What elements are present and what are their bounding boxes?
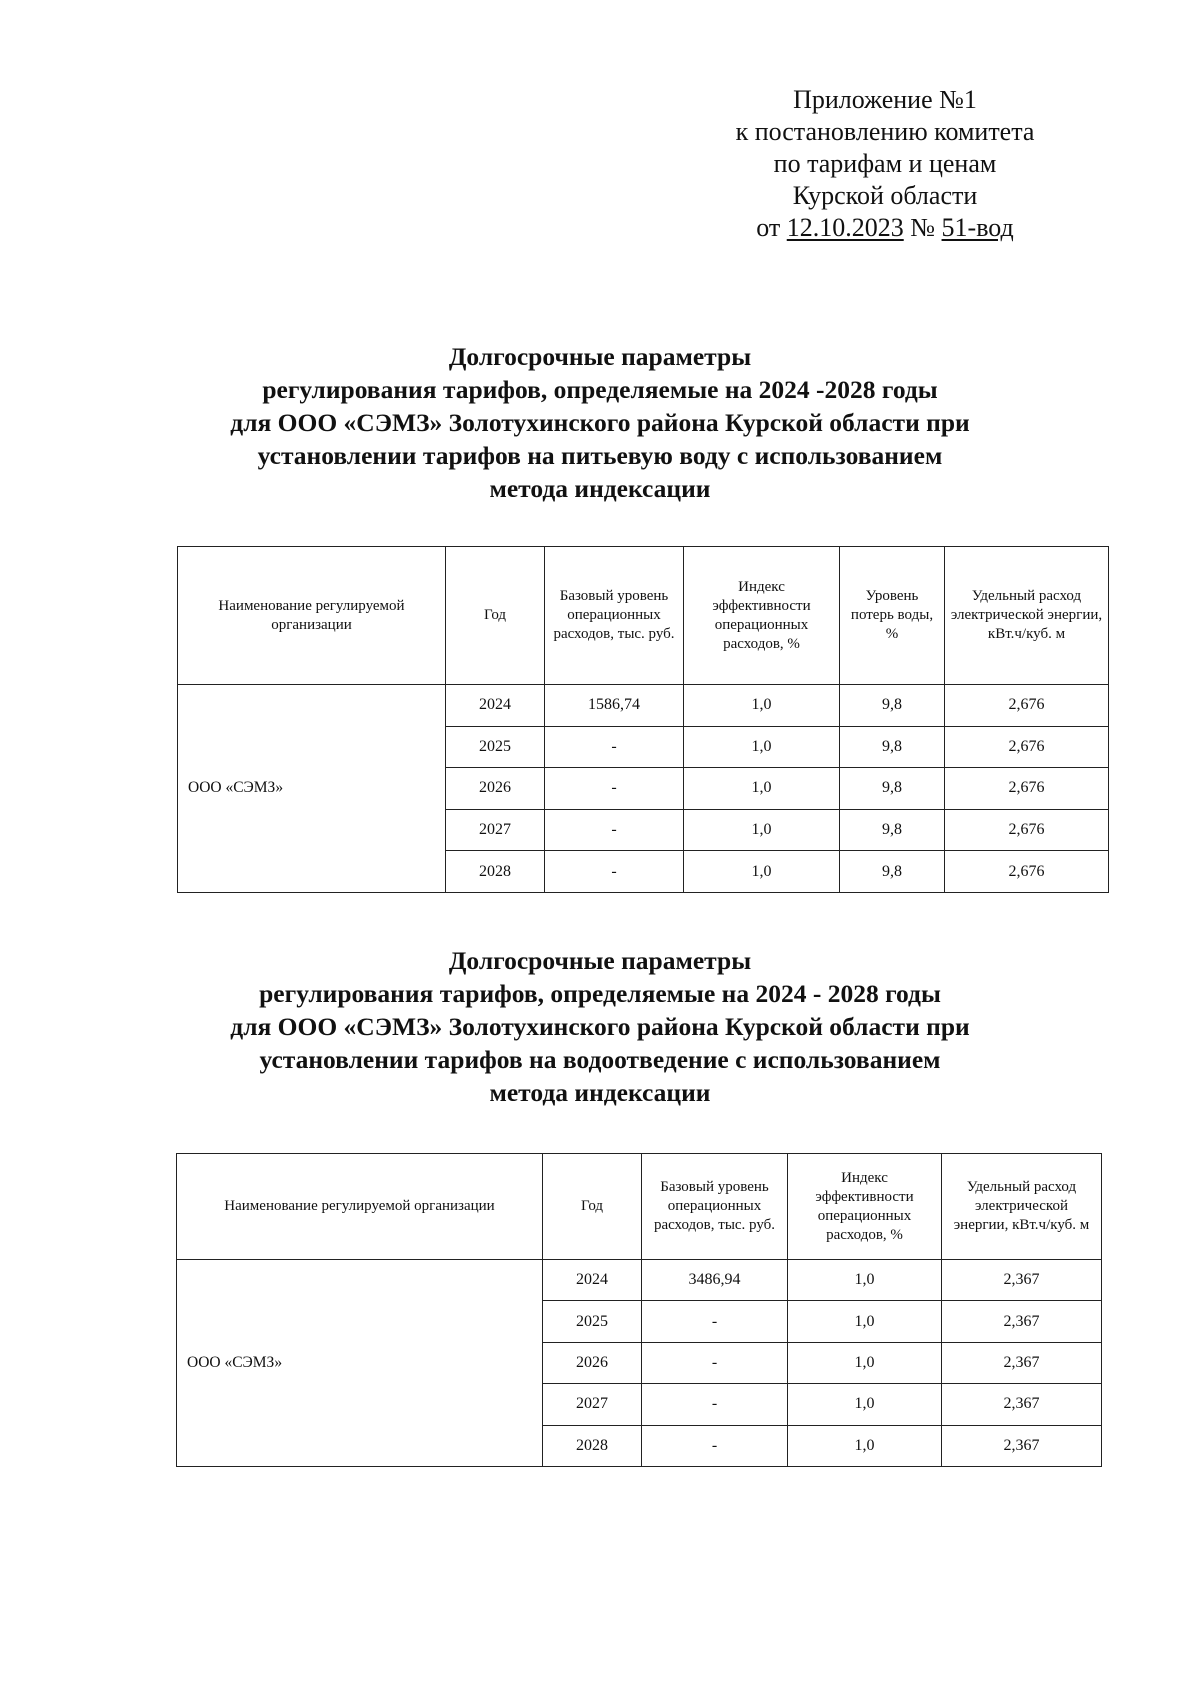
energy-cell: 2,367 <box>942 1425 1102 1466</box>
base-costs-cell: 1586,74 <box>545 685 684 727</box>
resolution-date: 12.10.2023 <box>786 213 904 242</box>
base-costs-cell: - <box>642 1425 788 1466</box>
wastewater-table <box>176 1153 1102 1467</box>
header-organization: Наименование регулируемой организации <box>177 1154 543 1260</box>
energy-cell: 2,676 <box>945 768 1109 810</box>
efficiency-index-cell: 1,0 <box>684 851 840 893</box>
efficiency-index-cell: 1,0 <box>788 1260 942 1301</box>
year-cell: 2027 <box>543 1384 642 1425</box>
water-loss-cell: 9,8 <box>840 726 945 768</box>
table-row <box>178 685 1109 727</box>
base-costs-cell: - <box>642 1301 788 1342</box>
base-costs-cell: - <box>545 726 684 768</box>
year-cell: 2028 <box>543 1425 642 1466</box>
efficiency-index-cell: 1,0 <box>684 809 840 851</box>
section1-title-line: для ООО «СЭМЗ» Золотухинского района Курской области при <box>230 408 970 437</box>
energy-cell: 2,367 <box>942 1384 1102 1425</box>
energy-cell: 2,367 <box>942 1260 1102 1301</box>
year-cell: 2024 <box>543 1260 642 1301</box>
efficiency-index-cell: 1,0 <box>788 1301 942 1342</box>
header-year: Год <box>446 547 545 685</box>
efficiency-index-cell: 1,0 <box>684 685 840 727</box>
section1-title <box>140 340 1060 505</box>
appendix-region: Курской области <box>792 181 978 210</box>
year-cell: 2026 <box>543 1342 642 1383</box>
year-cell: 2024 <box>446 685 545 727</box>
header-base-costs: Базовый уровень операционных расходов, тыс. руб. <box>642 1154 788 1260</box>
table-header-row <box>178 547 1109 685</box>
water-loss-cell: 9,8 <box>840 768 945 810</box>
drinking-water-table <box>177 546 1109 893</box>
header-water-loss: Уровень потерь воды, % <box>840 547 945 685</box>
header-efficiency-index: Индекс эффективности операционных расходов, % <box>684 547 840 685</box>
section2-title-line: метода индексации <box>489 1078 711 1107</box>
year-cell: 2026 <box>446 768 545 810</box>
header-energy-consumption: Удельный расход электрической энергии, кВт.ч/куб. м <box>945 547 1109 685</box>
section1-title-line: метода индексации <box>489 474 711 503</box>
header-year: Год <box>543 1154 642 1260</box>
section2-title <box>140 944 1060 1109</box>
section2-title-line: установлении тарифов на водоотведение с использованием <box>259 1045 941 1074</box>
number-prefix: № <box>910 213 936 242</box>
appendix-resolution: к постановлению комитета <box>735 117 1035 146</box>
table-row <box>177 1260 1102 1301</box>
header-base-costs: Базовый уровень операционных расходов, тыс. руб. <box>545 547 684 685</box>
energy-cell: 2,676 <box>945 685 1109 727</box>
section2-title-line: Долгосрочные параметры <box>448 946 752 975</box>
year-cell: 2025 <box>543 1301 642 1342</box>
base-costs-cell: - <box>545 809 684 851</box>
water-loss-cell: 9,8 <box>840 851 945 893</box>
resolution-number: 51-вод <box>941 213 1014 242</box>
appendix-number: Приложение №1 <box>793 85 977 114</box>
water-loss-cell: 9,8 <box>840 809 945 851</box>
section1-title-line: Долгосрочные параметры <box>448 342 752 371</box>
organization-cell: ООО «СЭМЗ» <box>178 685 446 893</box>
efficiency-index-cell: 1,0 <box>684 768 840 810</box>
appendix-committee: по тарифам и ценам <box>773 149 997 178</box>
energy-cell: 2,367 <box>942 1301 1102 1342</box>
year-cell: 2027 <box>446 809 545 851</box>
energy-cell: 2,676 <box>945 851 1109 893</box>
header-energy-consumption: Удельный расход электрической энергии, кВт.ч/куб. м <box>942 1154 1102 1260</box>
efficiency-index-cell: 1,0 <box>788 1384 942 1425</box>
year-cell: 2025 <box>446 726 545 768</box>
appendix-header <box>690 84 1080 244</box>
table-header-row <box>177 1154 1102 1260</box>
header-organization: Наименование регулируемой организации <box>178 547 446 685</box>
efficiency-index-cell: 1,0 <box>684 726 840 768</box>
header-efficiency-index: Индекс эффективности операционных расходов, % <box>788 1154 942 1260</box>
energy-cell: 2,676 <box>945 809 1109 851</box>
base-costs-cell: - <box>642 1342 788 1383</box>
base-costs-cell: - <box>642 1384 788 1425</box>
section1-title-line: установлении тарифов на питьевую воду с использованием <box>257 441 943 470</box>
section2-title-line: регулирования тарифов, определяемые на 2024 - 2028 годы <box>259 979 941 1008</box>
efficiency-index-cell: 1,0 <box>788 1342 942 1383</box>
section2-title-line: для ООО «СЭМЗ» Золотухинского района Курской области при <box>230 1012 970 1041</box>
date-prefix: от <box>756 213 781 242</box>
energy-cell: 2,367 <box>942 1342 1102 1383</box>
base-costs-cell: 3486,94 <box>642 1260 788 1301</box>
base-costs-cell: - <box>545 851 684 893</box>
appendix-date-line <box>690 212 1080 244</box>
year-cell: 2028 <box>446 851 545 893</box>
section1-title-line: регулирования тарифов, определяемые на 2024 -2028 годы <box>262 375 938 404</box>
energy-cell: 2,676 <box>945 726 1109 768</box>
base-costs-cell: - <box>545 768 684 810</box>
water-loss-cell: 9,8 <box>840 685 945 727</box>
organization-cell: ООО «СЭМЗ» <box>177 1260 543 1467</box>
efficiency-index-cell: 1,0 <box>788 1425 942 1466</box>
